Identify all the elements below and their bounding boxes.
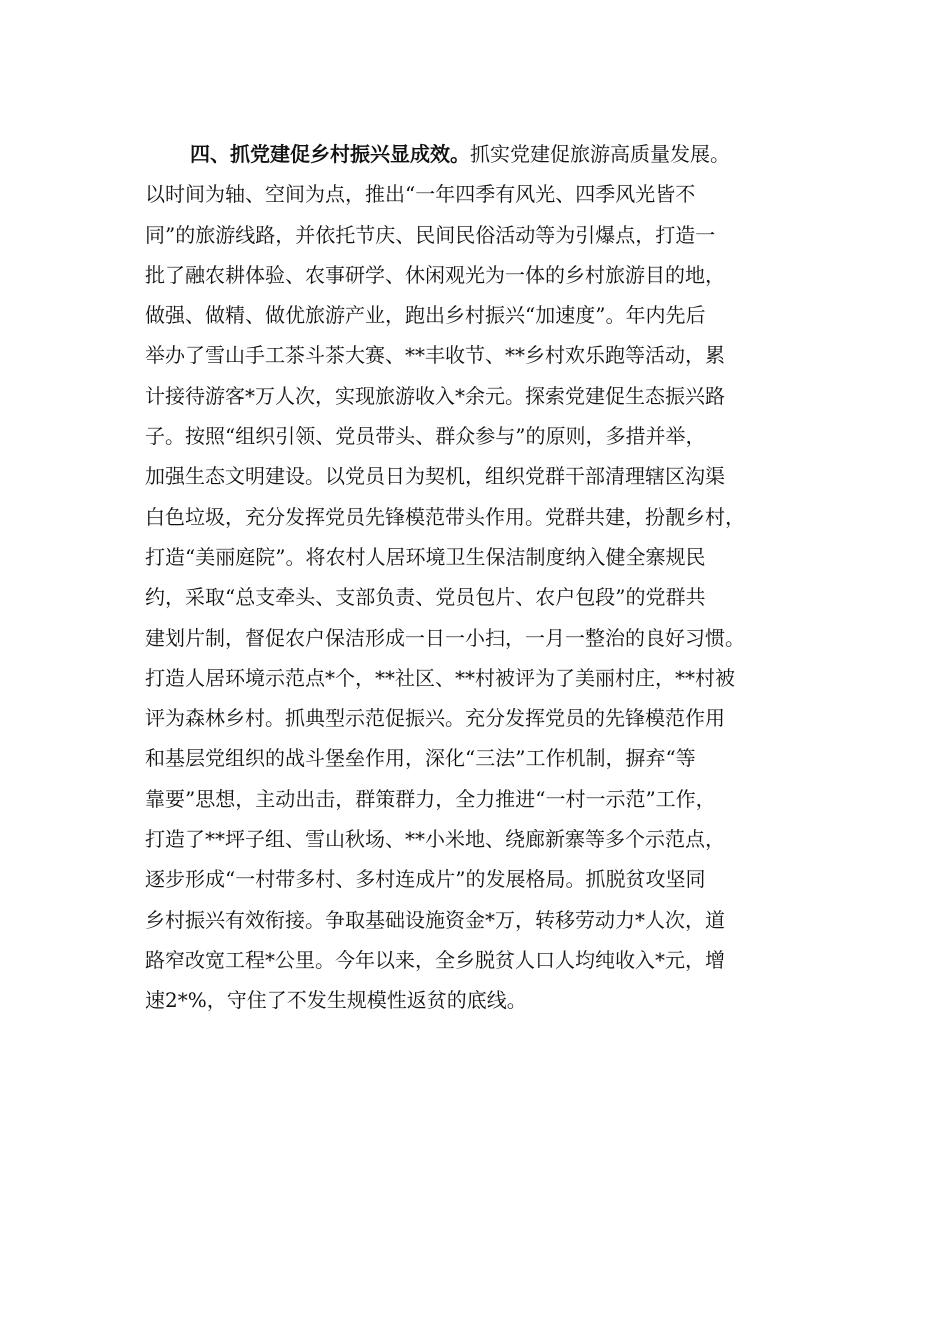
- text-line: 建划片制，督促农户保洁形成一日一小扫，一月一整治的良好习惯。: [145, 625, 745, 650]
- text-line: 逐步形成“一村带多村、多村连成片”的发展格局。抓脱贫攻坚同: [145, 867, 706, 892]
- paragraph-first-line: [145, 134, 810, 174]
- section-heading: 四、抓党建促乡村振兴显成效。: [190, 142, 470, 166]
- text-line: 白色垃圾，充分发挥党员先锋模范带头作用。党群共建，扮靓乡村，: [145, 504, 745, 529]
- text-line: 速2*%，守住了不发生规模性返贫的底线。: [145, 988, 527, 1013]
- text-line: 和基层党组织的战斗堡垒作用，深化“三法”工作机制，摒弃“等: [145, 746, 696, 771]
- text-line: 以时间为轴、空间为点，推出“一年四季有风光、四季风光皆不: [145, 182, 696, 207]
- text-line: 做强、做精、做优旅游产业，跑出乡村振兴“加速度”。年内先后: [145, 303, 706, 328]
- text-line: 批了融农耕体验、农事研学、休闲观光为一体的乡村旅游目的地，: [145, 262, 725, 287]
- text-line: 乡村振兴有效衔接。争取基础设施资金*万，转移劳动力*人次，道: [145, 907, 725, 932]
- text-line: 靠要”思想，主动出击，群策群力，全力推进“一村一示范”工作，: [145, 786, 716, 811]
- text-line: 路窄改宽工程*公里。今年以来，全乡脱贫人口人均纯收入*元，增: [145, 947, 725, 972]
- first-line-text: 抓实党建促旅游高质量发展。: [470, 142, 730, 166]
- text-line: 约，采取“总支牵头、支部负责、党员包片、农户包段”的党群共: [145, 585, 706, 610]
- document-body: [145, 134, 810, 1021]
- text-line: 同”的旅游线路，并依托节庆、民间民俗活动等为引爆点，打造一: [145, 222, 716, 247]
- text-line: 加强生态文明建设。以党员日为契机，组织党群干部清理辖区沟渠: [145, 464, 725, 489]
- text-line: 评为森林乡村。抓典型示范促振兴。充分发挥党员的先锋模范作用: [145, 706, 725, 731]
- text-line: 举办了雪山手工茶斗茶大赛、**丰收节、**乡村欢乐跑等活动，累: [145, 343, 725, 368]
- text-line: 打造了**坪子组、雪山秋场、**小米地、绕廊新寨等多个示范点，: [145, 827, 725, 852]
- text-line: 子。按照“组织引领、党员带头、群众参与”的原则，多措并举，: [145, 424, 706, 449]
- text-line: 打造“美丽庭院”。将农村人居环境卫生保洁制度纳入健全寨规民: [145, 544, 706, 569]
- text-line: 计接待游客*万人次，实现旅游收入*余元。探索党建促生态振兴路: [145, 383, 725, 408]
- text-line: 打造人居环境示范点*个，**社区、**村被评为了美丽村庄，**村被: [145, 665, 735, 690]
